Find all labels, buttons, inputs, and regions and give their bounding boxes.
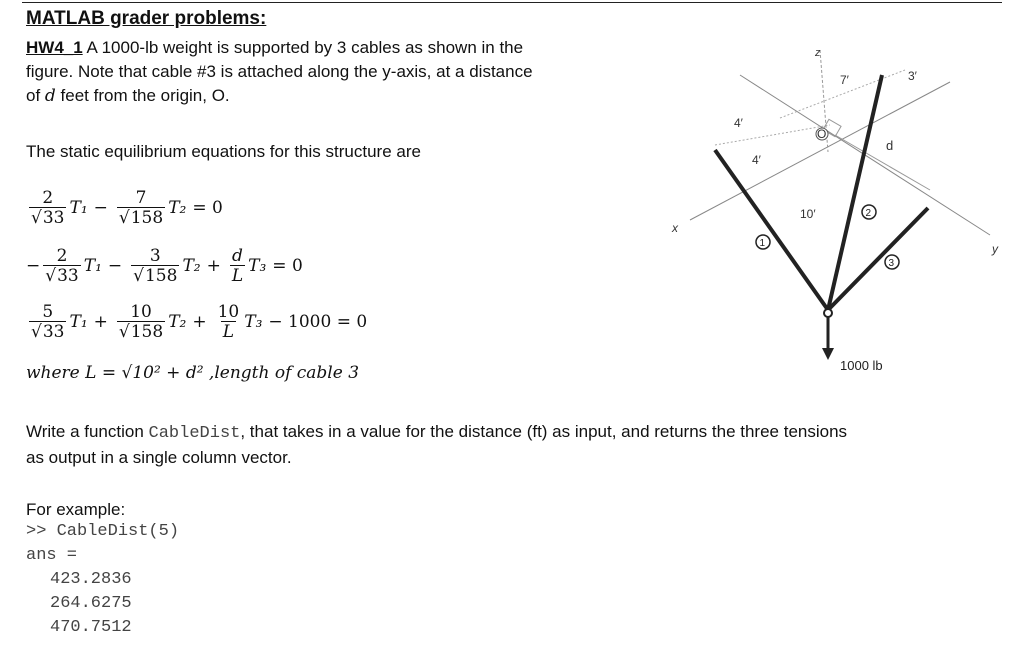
eq2-rhs: = 0 (272, 256, 303, 276)
eq2-lead: − (26, 256, 41, 276)
cable-2-label: 2 (865, 208, 872, 219)
intro-line-3 (26, 84, 533, 108)
eq3-op2: + (192, 312, 207, 332)
cable-figure (660, 30, 1010, 380)
eq2-coef-a: 2 √ 33 (43, 247, 80, 286)
console-command: >> CableDist(5) (26, 522, 180, 541)
page-title: MATLAB grader problems: (26, 8, 267, 29)
task-line-1 (26, 420, 847, 446)
eq3-op1: + (93, 312, 108, 332)
eq1-rhs: = 0 (192, 198, 223, 218)
dim-line-left (715, 125, 830, 145)
cable-1-label: 1 (759, 238, 766, 249)
eq1-coef-a: 2 √ 33 (29, 189, 66, 228)
eq2-t3: T₃ (248, 256, 267, 276)
problem-id: HW4_1 (26, 38, 83, 57)
intro-line-2: figure. Note that cable #3 is attached along the y-axis, at a distance (26, 62, 533, 81)
intro-var-d: d (44, 86, 56, 106)
intro-text-1: A 1000-lb weight is supported by 3 cables as shown in the (82, 38, 524, 57)
console-ans: ans = (26, 546, 78, 565)
equation-2 (26, 244, 309, 288)
task-text-1a: Write a function (26, 422, 149, 441)
top-rule (22, 2, 1002, 3)
axis-z-label: z (815, 47, 821, 59)
eq1-op1: − (93, 198, 108, 218)
eq2-t1: T₁ (83, 256, 102, 276)
dim-3-label: 3′ (908, 69, 917, 83)
example-label: For example: (26, 500, 126, 519)
eq2-coef-b: 3 √ 158 (131, 247, 179, 286)
load-arrow-head (822, 348, 834, 360)
eq2-op1: − (107, 256, 123, 276)
eq3-coef-b: 10 √ 158 (117, 303, 165, 342)
console-value-1: 423.2836 (50, 570, 132, 589)
eq1-coef-b: 7 √ 158 (117, 189, 165, 228)
console-value-2: 264.6275 (50, 594, 132, 613)
dim-d-label: d (886, 138, 894, 153)
task-text-1b: , that takes in a value for the distance (ft) as input, and returns the three tensions (240, 422, 848, 441)
axis-y-label: y (992, 242, 998, 256)
eq2-op2: + (206, 256, 221, 276)
task-description (26, 420, 847, 470)
eq3-coef-c: $\frac{10}{L}$ (217, 301, 240, 342)
x-axis-line (690, 82, 950, 220)
cable-2 (828, 75, 882, 310)
axis-x-label: x (672, 221, 678, 235)
eq3-coef-a: 5 √ 33 (29, 303, 66, 342)
eq2-t2: T₂ (182, 256, 201, 276)
eq2-coef-c: $\frac{d}{L}$ (231, 245, 244, 286)
cable-3 (828, 208, 928, 310)
ring-node (824, 309, 832, 317)
intro-text-3a: of (26, 86, 45, 105)
eq3-t2: T₂ (168, 312, 187, 332)
console-value-3: 470.7512 (50, 618, 132, 637)
intro-line-1 (26, 36, 533, 60)
eq3-t1: T₁ (69, 312, 88, 332)
dim-4a-label: 4′ (734, 116, 743, 130)
cable-3-label: 3 (888, 258, 895, 269)
load-label: 1000 lb (840, 358, 883, 373)
equation-1 (26, 186, 229, 230)
eq3-t3: T₃ (244, 312, 263, 332)
dim-7-label: 7′ (840, 73, 849, 87)
origin-label: O (817, 127, 827, 141)
problem-intro (26, 36, 533, 108)
dim-10-label: 10′ (800, 207, 816, 221)
intro-text-3b: feet from the origin, O. (55, 86, 230, 105)
equations-lead: The static equilibrium equations for this structure are (26, 142, 421, 161)
eq1-t2: T₂ (168, 198, 187, 218)
eq1-t1: T₁ (69, 198, 88, 218)
eq3-rhs: − 1000 = 0 (268, 312, 368, 332)
where-line: where L = √10² + d² ,length of cable 3 (26, 363, 360, 383)
function-name: CableDist (148, 424, 241, 443)
equation-3 (26, 300, 373, 344)
dim-line-d (835, 135, 930, 190)
dim-4b-label: 4′ (752, 153, 761, 167)
cable-1 (715, 150, 828, 310)
task-line-2: as output in a single column vector. (26, 448, 292, 467)
